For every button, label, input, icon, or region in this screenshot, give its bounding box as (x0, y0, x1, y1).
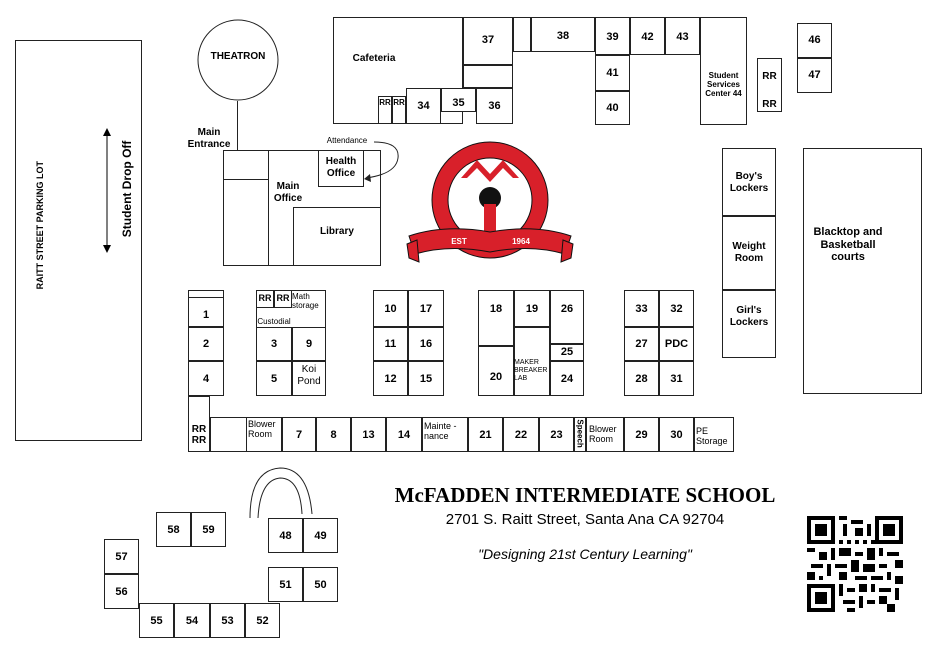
room-23-label: 23 (550, 429, 563, 441)
room-52-label: 52 (256, 615, 269, 627)
room-2-label: 2 (202, 338, 210, 350)
health-office-label: Health Office (325, 156, 357, 179)
room-47-label: 47 (808, 69, 821, 81)
speech-label: Speech (575, 419, 585, 448)
room-48-label: 48 (279, 530, 292, 542)
room-4-label: 4 (202, 373, 210, 385)
room-34-label: 34 (417, 100, 430, 112)
room-28-label: 28 (635, 373, 648, 385)
room-36-label: 36 (488, 100, 501, 112)
room-53-label: 53 (221, 615, 234, 627)
room-50-label: 50 (314, 579, 327, 591)
room-58-label: 58 (167, 524, 180, 536)
rr-label-c: RR (258, 293, 272, 303)
rr-lower-1: RR (191, 424, 207, 435)
logo-year-label: 1964 (512, 237, 530, 246)
maintenance-label: Mainte -nance (424, 421, 457, 442)
drop-off-label: Student Drop Off (120, 140, 135, 238)
school-address: 2701 S. Raitt Street, Santa Ana CA 92704 (445, 511, 725, 528)
room-22-label: 22 (514, 429, 528, 441)
room-38-label: 38 (556, 30, 570, 42)
room-24-label: 24 (560, 373, 574, 385)
rr-label-b: RR (393, 98, 405, 107)
room-27-label: 27 (635, 338, 648, 350)
boys-lockers-label: Boy's Lockers (729, 171, 769, 194)
room-30-label: 30 (670, 429, 683, 441)
room-39-label: 39 (606, 31, 619, 43)
blower-room-left-label: Blower Room (248, 419, 276, 440)
entry-vestibule (223, 150, 269, 180)
room-10-label: 10 (384, 303, 397, 315)
maker-lab-label: MAKER BREAKER LAB (514, 359, 548, 383)
room-41-label: 41 (606, 67, 619, 79)
room-33-label: 33 (635, 303, 648, 315)
room-5-label: 5 (270, 373, 278, 385)
school-logo-icon (405, 140, 575, 272)
school-title: McFADDEN INTERMEDIATE SCHOOL (394, 483, 776, 507)
room-20-label: 20 (489, 371, 503, 383)
room-18-label: 18 (489, 303, 503, 315)
library-label: Library (320, 226, 354, 237)
parking-lot-label: RAITT STREET PARKING LOT (34, 161, 45, 290)
room-37-label: 37 (481, 34, 495, 46)
room-31-label: 31 (670, 373, 683, 385)
room-32-label: 32 (670, 303, 683, 315)
room-46-label: 46 (808, 34, 821, 46)
room-55-label: 55 (150, 615, 163, 627)
drop-off-arrow-icon (100, 128, 114, 253)
room-17-label: 17 (419, 303, 433, 315)
qr-code-icon (807, 516, 903, 612)
room-56-label: 56 (115, 586, 128, 598)
room-42-label: 42 (641, 31, 654, 43)
courtyard-36 (463, 65, 513, 88)
room-54-label: 54 (185, 615, 199, 627)
koi-pond-label: Koi Pond (297, 364, 321, 387)
room-3-label: 3 (270, 338, 278, 350)
school-motto: "Designing 21st Century Learning" (478, 546, 692, 562)
room-49-label: 49 (314, 530, 327, 542)
room-14-label: 14 (397, 429, 411, 441)
room-43-label: 43 (676, 31, 689, 43)
student-services-label: Student Services Center 44 (705, 71, 742, 99)
rr-label-a: RR (379, 98, 391, 107)
room-57-label: 57 (115, 551, 128, 563)
main-entrance-label: Main Entrance (187, 127, 231, 150)
rr-right-2: RR (762, 99, 777, 110)
room-40-label: 40 (606, 102, 619, 114)
theatron-label: THEATRON (210, 51, 266, 62)
room-29-label: 29 (635, 429, 648, 441)
room-19-label: 19 (525, 303, 539, 315)
logo-est-label: EST (451, 237, 467, 246)
room-7-label: 7 (295, 429, 303, 441)
corridor-37 (513, 17, 531, 52)
room-16-label: 16 (419, 338, 433, 350)
pdc-label: PDC (664, 338, 689, 350)
pe-storage-label: PE Storage (696, 426, 728, 447)
blacktop-label: Blacktop and Basketball courts (813, 226, 883, 264)
room-11-label: 11 (384, 338, 397, 350)
math-storage-label: Math storage (292, 292, 319, 311)
cafeteria-label: Cafeteria (352, 53, 396, 64)
room-59-label: 59 (202, 524, 215, 536)
rr-label-d: RR (276, 293, 290, 303)
room-18 (478, 290, 514, 346)
main-office-label: Main Office (273, 181, 303, 204)
room-26 (550, 290, 584, 344)
custodial-label: Custodial (257, 317, 291, 326)
blacktop-courts (803, 148, 922, 394)
room-51-label: 51 (279, 579, 292, 591)
rr-lower-2: RR (191, 435, 207, 446)
attendance-label: Attendance (326, 136, 368, 145)
room-35-label: 35 (452, 97, 465, 109)
room-13-label: 13 (362, 429, 375, 441)
room-26-label: 26 (560, 303, 574, 315)
room-1-label: 1 (202, 309, 210, 321)
room-15-label: 15 (419, 373, 433, 385)
room-25-label: 25 (560, 346, 574, 358)
weight-room-label: Weight Room (732, 241, 766, 264)
room-21-label: 21 (479, 429, 492, 441)
girls-lockers-label: Girl's Lockers (729, 305, 769, 328)
room-9-label: 9 (305, 338, 313, 350)
room-8-label: 8 (330, 429, 337, 441)
rr-right-1: RR (762, 71, 777, 82)
room-12-label: 12 (384, 373, 397, 385)
attendance-arrow-icon (360, 136, 406, 188)
blower-room-right-label: Blower Room (589, 424, 617, 445)
